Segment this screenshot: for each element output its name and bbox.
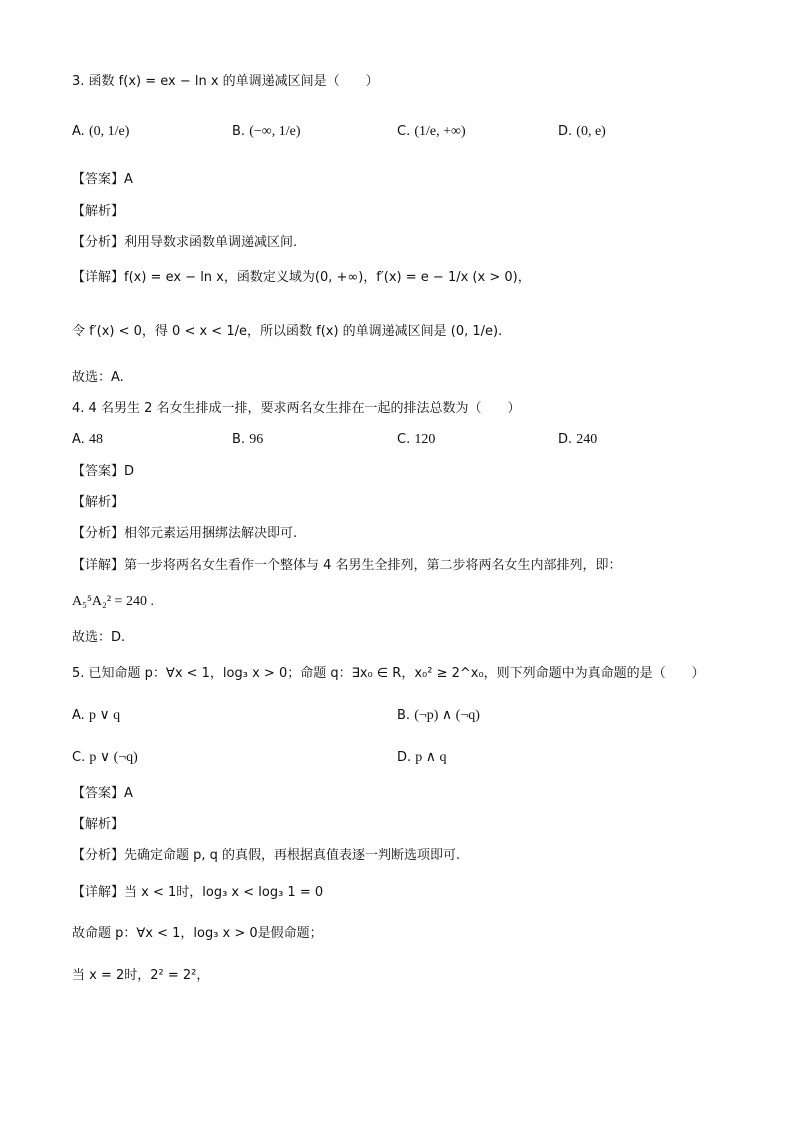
q4-detail-2: A₅⁵A₂² = 240 .: [72, 594, 154, 609]
q4-option-c: [397, 430, 435, 450]
q5-detail-1: 【详解】当 x < 1时，log₃ x < log₃ 1 = 0: [72, 885, 324, 900]
q3-option-b-text: (−∞, 1/e): [249, 124, 301, 139]
q4-option-a: [72, 430, 103, 450]
q5-option-a-text: p ∨ q: [88, 708, 121, 723]
q5-option-c: [72, 748, 138, 768]
q5-fenxi: 【分析】先确定命题 p, q 的真假，再根据真值表逐一判断选项即可.: [72, 848, 461, 863]
q4-conclusion: 故选：D.: [72, 630, 126, 645]
q4-option-a-label: A.: [72, 432, 85, 447]
q5-option-a-label: A.: [72, 708, 85, 723]
q5-answer: 【答案】A: [72, 786, 133, 801]
q3-fenxi: 【分析】利用导数求函数单调递减区间.: [72, 235, 298, 250]
q4-fenxi: 【分析】相邻元素运用捆绑法解决即可.: [72, 526, 298, 541]
q5-option-c-text: p ∨ (¬q): [89, 750, 138, 765]
q4-detail-1: 【详解】第一步将两名女生看作一个整体与 4 名男生全排列，第二步将两名女生内部排列，即：: [72, 558, 622, 573]
q5-option-b: [397, 706, 480, 726]
q5-detail-3: 当 x = 2时，2² = 2²，: [72, 968, 210, 983]
q3-option-d-label: D.: [558, 124, 573, 139]
q4-option-b: [232, 430, 263, 450]
q3-option-a: [72, 122, 129, 142]
q3-option-b-label: B.: [232, 124, 246, 139]
q3-stem: 3. 函数 f(x) = ex − ln x 的单调递减区间是（ ）: [72, 74, 379, 89]
q4-stem: 4. 4 名男生 2 名女生排成一排，要求两名女生排在一起的排法总数为（ ）: [72, 401, 521, 416]
q4-option-d-text: 240: [576, 432, 598, 447]
q4-option-b-label: B.: [232, 432, 246, 447]
q5-analysis-title: 【解析】: [72, 817, 125, 832]
q5-option-b-label: B.: [397, 708, 411, 723]
q3-detail-2: 令 f′(x) < 0，得 0 < x < 1/e，所以函数 f(x) 的单调递减区间是 (0, 1/e).: [72, 324, 503, 339]
q3-option-b: [232, 122, 301, 142]
q3-option-c-label: C.: [397, 124, 411, 139]
q5-option-c-label: C.: [72, 750, 86, 765]
q3-conclusion: 故选：A.: [72, 370, 124, 385]
q4-option-c-label: C.: [397, 432, 411, 447]
q4-option-c-text: 120: [414, 432, 436, 447]
q3-analysis-title: 【解析】: [72, 204, 125, 219]
q3-option-c: [397, 122, 466, 142]
q5-option-a: [72, 706, 120, 726]
q3-answer: 【答案】A: [72, 172, 133, 187]
q3-option-c-text: (1/e, +∞): [414, 124, 466, 139]
q3-detail-1: 【详解】f(x) = ex − ln x，函数定义域为(0, +∞)，f′(x) = e − 1/x (x > 0)，: [72, 270, 531, 285]
q4-option-d: [558, 430, 597, 450]
q5-option-d-text: p ∧ q: [415, 750, 447, 765]
q4-option-b-text: 96: [249, 432, 264, 447]
q3-option-d-text: (0, e): [576, 124, 606, 139]
q4-option-a-text: 48: [88, 432, 103, 447]
q3-option-d: [558, 122, 606, 142]
q5-option-d: [397, 748, 447, 768]
q5-detail-2: 故命题 p：∀x < 1，log₃ x > 0是假命题；: [72, 926, 323, 941]
q5-option-b-text: (¬p) ∧ (¬q): [414, 708, 480, 723]
q4-analysis-title: 【解析】: [72, 495, 125, 510]
q3-option-a-label: A.: [72, 124, 85, 139]
q5-option-d-label: D.: [397, 750, 412, 765]
q4-option-d-label: D.: [558, 432, 573, 447]
q3-option-a-text: (0, 1/e): [88, 124, 130, 139]
q5-stem: 5. 已知命题 p：∀x < 1，log₃ x > 0；命题 q：∃x₀ ∈ R，x₀² ≥ 2^x₀，则下列命题中为真命题的是（ ）: [72, 666, 705, 681]
q4-answer: 【答案】D: [72, 464, 135, 479]
